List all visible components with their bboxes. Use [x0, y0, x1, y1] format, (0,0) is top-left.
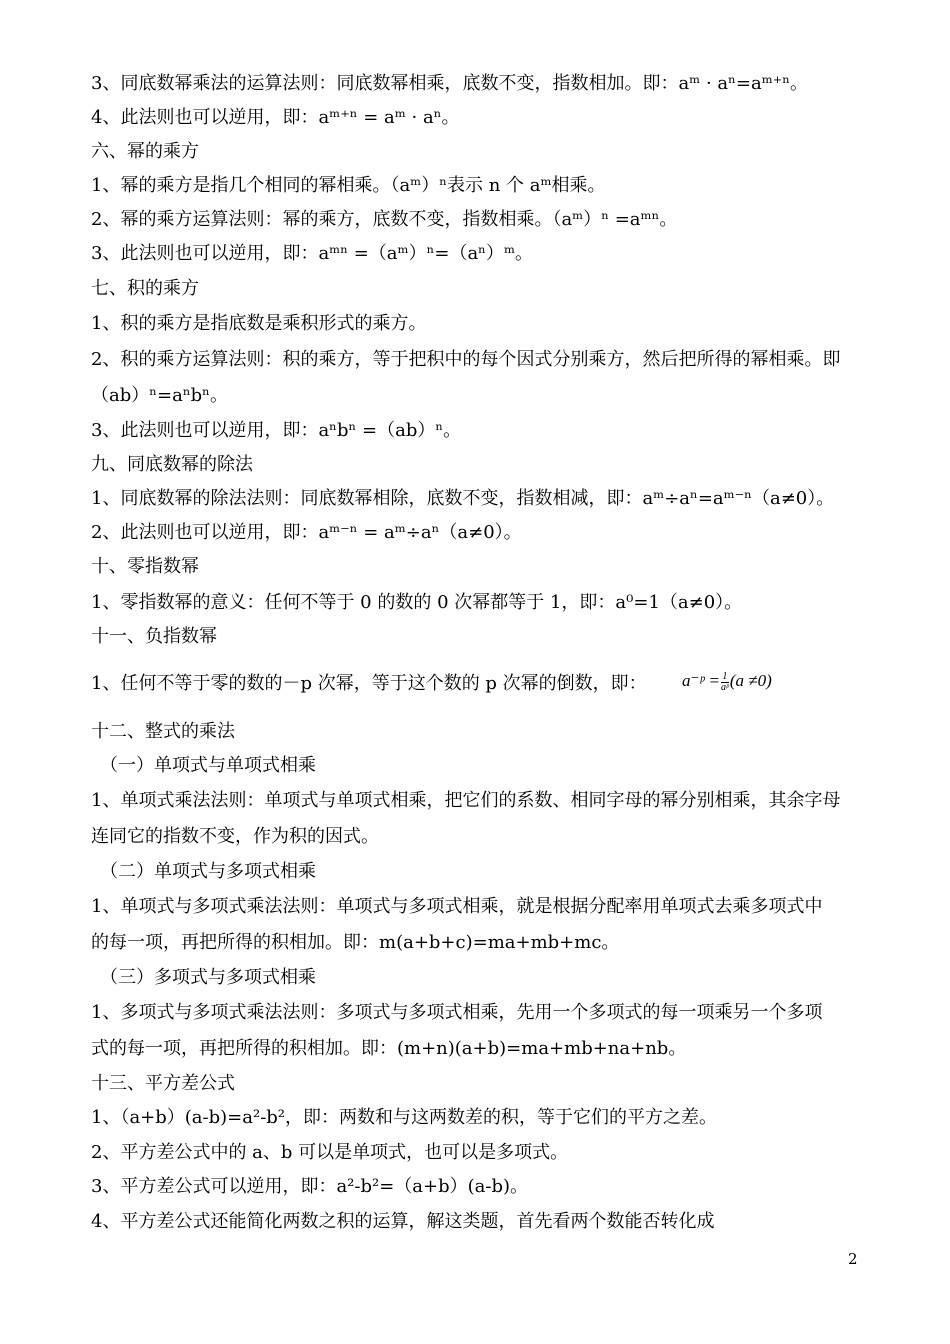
formula-numerator: 1	[722, 670, 728, 682]
text-line: 1、零指数幂的意义：任何不等于 0 的数的 0 次幂都等于 1，即：a⁰=1（a≠0）。	[91, 592, 743, 613]
section-heading: 十二、整式的乘法	[91, 721, 235, 742]
text-line: 的每一项，再把所得的积相加。即：m(a+b+c)=ma+mb+mc。	[91, 932, 620, 953]
section-heading: 十三、平方差公式	[91, 1073, 235, 1094]
formula-fraction	[721, 672, 729, 693]
text-line: 连同它的指数不变，作为积的因式。	[91, 826, 379, 847]
text-line: 1、多项式与多项式乘法法则：多项式与多项式相乘，先用一个多项式的每一项乘另一个多项	[91, 1002, 823, 1023]
text-line: 3、此法则也可以逆用，即：aⁿbⁿ =（ab）ⁿ。	[91, 420, 462, 441]
text-line: 1、积的乘方是指底数是乘积形式的乘方。	[91, 313, 427, 334]
text-line: 3、同底数幂乘法的运算法则：同底数幂相乘，底数不变，指数相加。即：aᵐ · aⁿ=aᵐ⁺ⁿ。	[91, 73, 809, 94]
subsection-heading: （二）单项式与多项式相乘	[100, 861, 316, 882]
text-line: 1、任何不等于零的数的－p 次幂，等于这个数的 p 次幂的倒数，即：	[91, 673, 647, 694]
text-line: 4、此法则也可以逆用，即：aᵐ⁺ⁿ = aᵐ · aⁿ。	[91, 107, 460, 128]
text-line: 3、平方差公式可以逆用，即：a²-b²=（a+b）(a-b)。	[91, 1176, 529, 1197]
text-line: 4、平方差公式还能简化两数之积的运算，解这类题，首先看两个数能否转化成	[91, 1211, 715, 1232]
text-line: 1、（a+b）(a-b)=a²-b²，即：两数和与这两数差的积，等于它们的平方之差。	[91, 1107, 718, 1128]
negative-exponent-formula	[682, 670, 772, 693]
text-line: 式的每一项，再把所得的积相加。即：(m+n)(a+b)=ma+mb+na+nb。	[91, 1038, 687, 1059]
section-heading: 九、同底数幂的除法	[91, 454, 253, 475]
text-line: 1、单项式与多项式乘法法则：单项式与多项式相乘，就是根据分配率用单项式去乘多项式中	[91, 896, 823, 917]
section-heading: 十一、负指数幂	[91, 626, 217, 647]
section-heading: 七、积的乘方	[91, 278, 199, 299]
text-line: 1、单项式乘法法则：单项式与单项式相乘，把它们的系数、相同字母的幂分别相乘，其余字母	[91, 790, 841, 811]
text-line: 2、平方差公式中的 a、b 可以是单项式，也可以是多项式。	[91, 1142, 569, 1163]
text-line: 1、幂的乘方是指几个相同的幂相乘。（aᵐ）ⁿ表示 n 个 aᵐ相乘。	[91, 175, 606, 196]
text-line: 2、积的乘方运算法则：积的乘方，等于把积中的每个因式分别乘方，然后把所得的幂相乘。即	[91, 349, 841, 370]
section-heading: 十、零指数幂	[91, 556, 199, 577]
formula-denominator: aᵖ	[721, 681, 729, 693]
subsection-heading: （一）单项式与单项式相乘	[100, 755, 316, 776]
section-heading: 六、幂的乘方	[91, 141, 199, 162]
text-line: 2、此法则也可以逆用，即：aᵐ⁻ⁿ = aᵐ÷aⁿ（a≠0）。	[91, 522, 522, 543]
text-line: （ab）ⁿ=aⁿbⁿ。	[91, 385, 228, 406]
text-line: 2、幂的乘方运算法则：幂的乘方，底数不变，指数相乘。（aᵐ）ⁿ =aᵐⁿ。	[91, 209, 678, 230]
subsection-heading: （三）多项式与多项式相乘	[100, 967, 316, 988]
formula-condition: (a ≠0)	[729, 671, 772, 690]
formula-lhs: a⁻ᵖ =	[682, 671, 721, 690]
text-line: 1、同底数幂的除法法则：同底数幂相除，底数不变，指数相减，即：aᵐ÷aⁿ=aᵐ⁻ⁿ（a≠0）。	[91, 488, 835, 509]
page-number: 2	[848, 1250, 858, 1268]
text-line: 3、此法则也可以逆用，即：aᵐⁿ =（aᵐ）ⁿ=（aⁿ）ᵐ。	[91, 243, 534, 264]
